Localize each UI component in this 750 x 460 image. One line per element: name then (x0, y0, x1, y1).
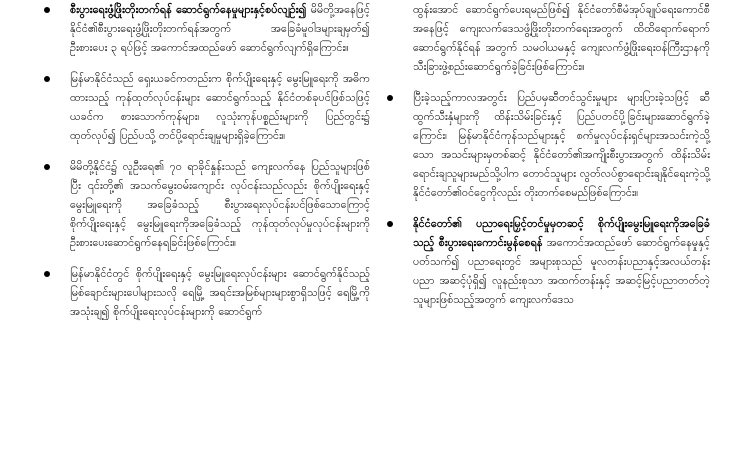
list-item (40, 69, 370, 145)
bullet-icon (387, 221, 393, 227)
bullet-icon (44, 7, 50, 13)
paragraph-body: အကောင်အထည်ဖော် ဆောင်ရွက်နေမှုနှင့် ပတ်သက်၍ ပညာရေးတွင် အများစုသည် မူလတန်းပညာနှင့်အလယ်တန်းပညာ အဆင့်ပုံရှိ၍ လူနည်းစုသာ အထက်တန်းနှင့် အဆင့်မြင့်ပညာတတ်တဲ့သူများဖြစ်သည့်အတွက် ကျေးလက်ဒေသ (413, 236, 710, 306)
list-item (40, 264, 370, 321)
list-item (40, 157, 370, 252)
paragraph-body: မိမိတို့အနေဖြင့် နိုင်ငံ၏စီးပွားရေးဖွံ့ဖြိုးတိုးတက်ရန်အတွက် အခြေခံမူဝါဒများချမှတ်၍ ဦးစားပေး ၃ ရပ်ဖြင့် အကောင်အထည်ဖော် ဆောင်ရွက်လျက်ရှိကြောင်း။ (70, 3, 370, 54)
bullet-icon (387, 95, 393, 101)
bold-lead: နိုင်ငံတော်၏ ပညာရေးမြှင့်တင်မှုမှတဆင့် စိုက်ပျိုးမွေးမြူရေးကိုအခြေခံသည့် စီးပွားရေးကောင်းမွန်စေရန် (413, 217, 710, 249)
right-column (383, 0, 710, 309)
list-item (383, 88, 710, 202)
paragraph: ထွန်းအောင် ဆောင်ရွက်ပေးရမည်ဖြစ်၍ နိုင်ငံတော်စီမံအုပ်ချုပ်ရေးကောင်စီအနေဖြင့် ကျေးလက်ဒေသဖွံ့ဖြိုးတိုးတက်ရေးအတွက် ထိထိရောက်ရောက်ဆောင်ရွက်နိုင်ရန် အတွက် သမဝါယမနှင့် ကျေးလက်ဖွံ့ဖြိုးရေးဝန်ကြီးဌာနကို သီးခြားဖွဲ့စည်းဆောင်ရွက်ခဲ့ခြင်းဖြစ်ကြောင်း။ (413, 3, 710, 73)
paragraph: မြန်မာနိုင်ငံတွင် စိုက်ပျိုးရေးနှင့် မွေးမြူရေးလုပ်ငန်းများ ဆောင်ရွက်နိုင်သည့် မြစ်ချောင်းများပေါများသလို ရေမြို့ အရင်းအမြစ်များများစွာရှိသဖြင့် ရေမြို့ကို အသုံးချ၍ စိုက်ပျိုးရေးလုပ်ငန်းများကို ဆောင်ရွက် (70, 267, 370, 318)
right-bullet-list (383, 88, 710, 309)
paragraph: ပြီးခဲ့သည့်ကာလအတွင်း ပြည်ပမှဆီတင်သွင်းမှုများ များပြားခဲ့သဖြင့် ဆီထွက်သီးနှံများကို ထိန်းသိမ်းခြင်းနှင့် ပြည်ပတင်ပို့ခြင်းများဆောင်ရွက်ခဲ့ကြောင်း၊ မြန်မာနိုင်ငံကုန်သည်များနှင့် စက်မှုလုပ်ငန်းရှင်များအသင်းကဲ့သို့သော အသင်းများမှတစ်ဆင့် နိုင်ငံတော်၏အကျိုးစီးပွားအတွက် ထိန်းသိမ်းရောင်းချသူများမည်သို့ပါက တောင်သူများ လွတ်လပ်စွာရောင်းချနိုင်ရေးကဲ့သို့ နိုင်ငံတော်၏ဝင်ငွေကိုလည်း တိုးတက်စေမည်ဖြစ်ကြောင်း။ (413, 91, 710, 199)
paragraph (413, 214, 710, 309)
continued-paragraph (383, 0, 710, 76)
paragraph: မြန်မာနိုင်ငံသည် ရှေးယခင်ကတည်းက စိုက်ပျိုးရေးနှင့် မွေးမြူရေးကို အဓိကထားသည့် ကုန်ထုတ်လုပ်ငန်းများ ဆောင်ရွက်သည့် နိုင်ငံတစ်ခုပင်ဖြစ်သဖြင့် ယခင်က စားသောက်ကုန်များ၊ လူသုံးကုန်ပစ္စည်းများကို ပြည်တွင်း၌ ထုတ်လုပ်၍ ပြည်ပသို့ တင်ပို့ရောင်းချမှုများရှိခဲ့ကြောင်း။ (70, 72, 370, 142)
bullet-icon (44, 271, 50, 277)
left-column (40, 0, 370, 321)
paragraph (70, 0, 370, 57)
bold-lead: စီးပွားရေးဖွံ့ဖြိုးတိုးတက်ရန် ဆောင်ရွက်နေမှုများနှင့်စပ်လျဉ်း၍ (70, 3, 307, 16)
list-item (383, 214, 710, 309)
list-item (40, 0, 370, 57)
bullet-icon (44, 164, 50, 170)
paragraph: မိမိတို့နိုင်ငံ၌ လူဦးရေ၏ ၇၀ ရာခိုင်နှုန်းသည် ကျေးလက်နေ ပြည်သူများဖြစ်ပြီး ၎င်းတို့၏ အသက်မွေးဝမ်းကျောင်း လုပ်ငန်းသည်လည်း စိုက်ပျိုးရေးနှင့် မွေးမြူရေးကို အခြေခံသည့် စီးပွားရေးလုပ်ငန်းပင်ဖြစ်သောကြောင့် စိုက်ပျိုးရေးနှင့် မွေးမြူရေးကိုအခြေခံသည့် ကုန်ထုတ်လုပ်မှုလုပ်ငန်းများကို ဦးစားပေးဆောင်ရွက်နေရခြင်းဖြစ်ကြောင်း။ (70, 160, 370, 249)
bullet-icon (44, 76, 50, 82)
left-bullet-list (40, 0, 370, 321)
